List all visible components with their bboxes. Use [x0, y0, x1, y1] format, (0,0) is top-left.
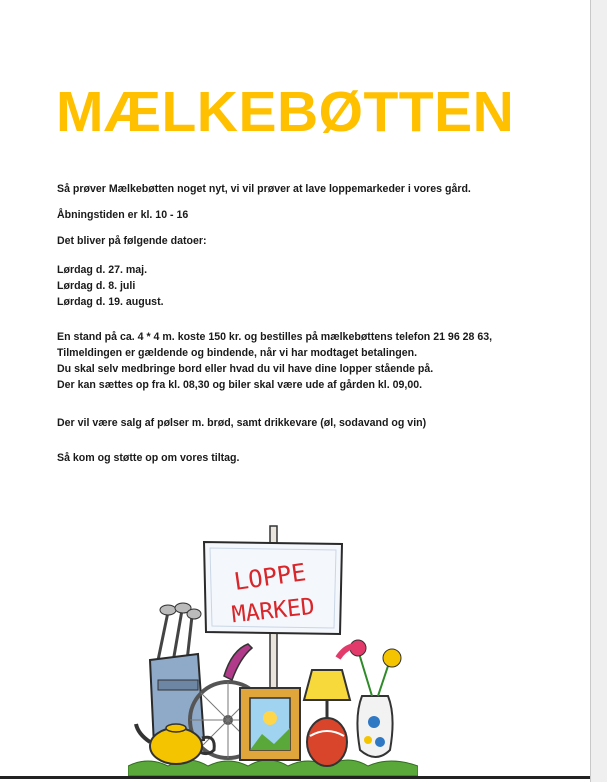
stand-info-paragraph — [57, 329, 557, 393]
dates-heading-paragraph — [57, 233, 557, 249]
intro-text: Så prøver Mælkebøtten noget nyt, vi vil prøver at lave loppemarkeder i vores gård. — [57, 183, 471, 195]
intro-paragraph — [57, 181, 557, 197]
document-title: MÆLKEBØTTEN — [56, 80, 515, 144]
opening-hours-paragraph — [57, 207, 557, 223]
food-info-paragraph — [57, 415, 557, 431]
picture-frame — [240, 688, 300, 760]
stand-info-line: Tilmeldingen er gældende og bindende, når vi har modtaget betalingen. — [57, 347, 418, 359]
dates-heading-text: Det bliver på følgende datoer: — [57, 235, 207, 247]
viewer-gutter — [590, 0, 607, 782]
sign-text-marked: MARKED — [230, 593, 316, 629]
lamp — [304, 670, 350, 766]
date-item: Lørdag d. 19. august. — [57, 296, 164, 308]
stand-info-line: Der kan sættes op fra kl. 08,30 og biler skal være ude af gården kl. 09,00. — [57, 379, 423, 391]
closing-text: Så kom og støtte op om vores tiltag. — [57, 452, 240, 464]
dates-list — [57, 262, 557, 310]
stand-info-line: En stand på ca. 4 * 4 m. koste 150 kr. og bestilles på mælkebøttens telefon 21 96 28 63, — [57, 331, 493, 343]
opening-hours-text: Åbningstiden er kl. 10 - 16 — [57, 209, 189, 221]
date-item: Lørdag d. 8. juli — [57, 280, 136, 292]
page-bottom-edge — [0, 776, 590, 779]
sign-text-loppe: LOPPE — [232, 558, 308, 596]
umbrella — [224, 644, 252, 680]
closing-paragraph — [57, 450, 557, 466]
flea-market-illustration — [128, 520, 418, 776]
date-item: Lørdag d. 27. maj. — [57, 264, 148, 276]
stand-info-line: Du skal selv medbringe bord eller hvad du vil have dine lopper stående på. — [57, 363, 434, 375]
food-info-text: Der vil være salg af pølser m. brød, samt drikkevare (øl, sodavand og vin) — [57, 417, 427, 429]
